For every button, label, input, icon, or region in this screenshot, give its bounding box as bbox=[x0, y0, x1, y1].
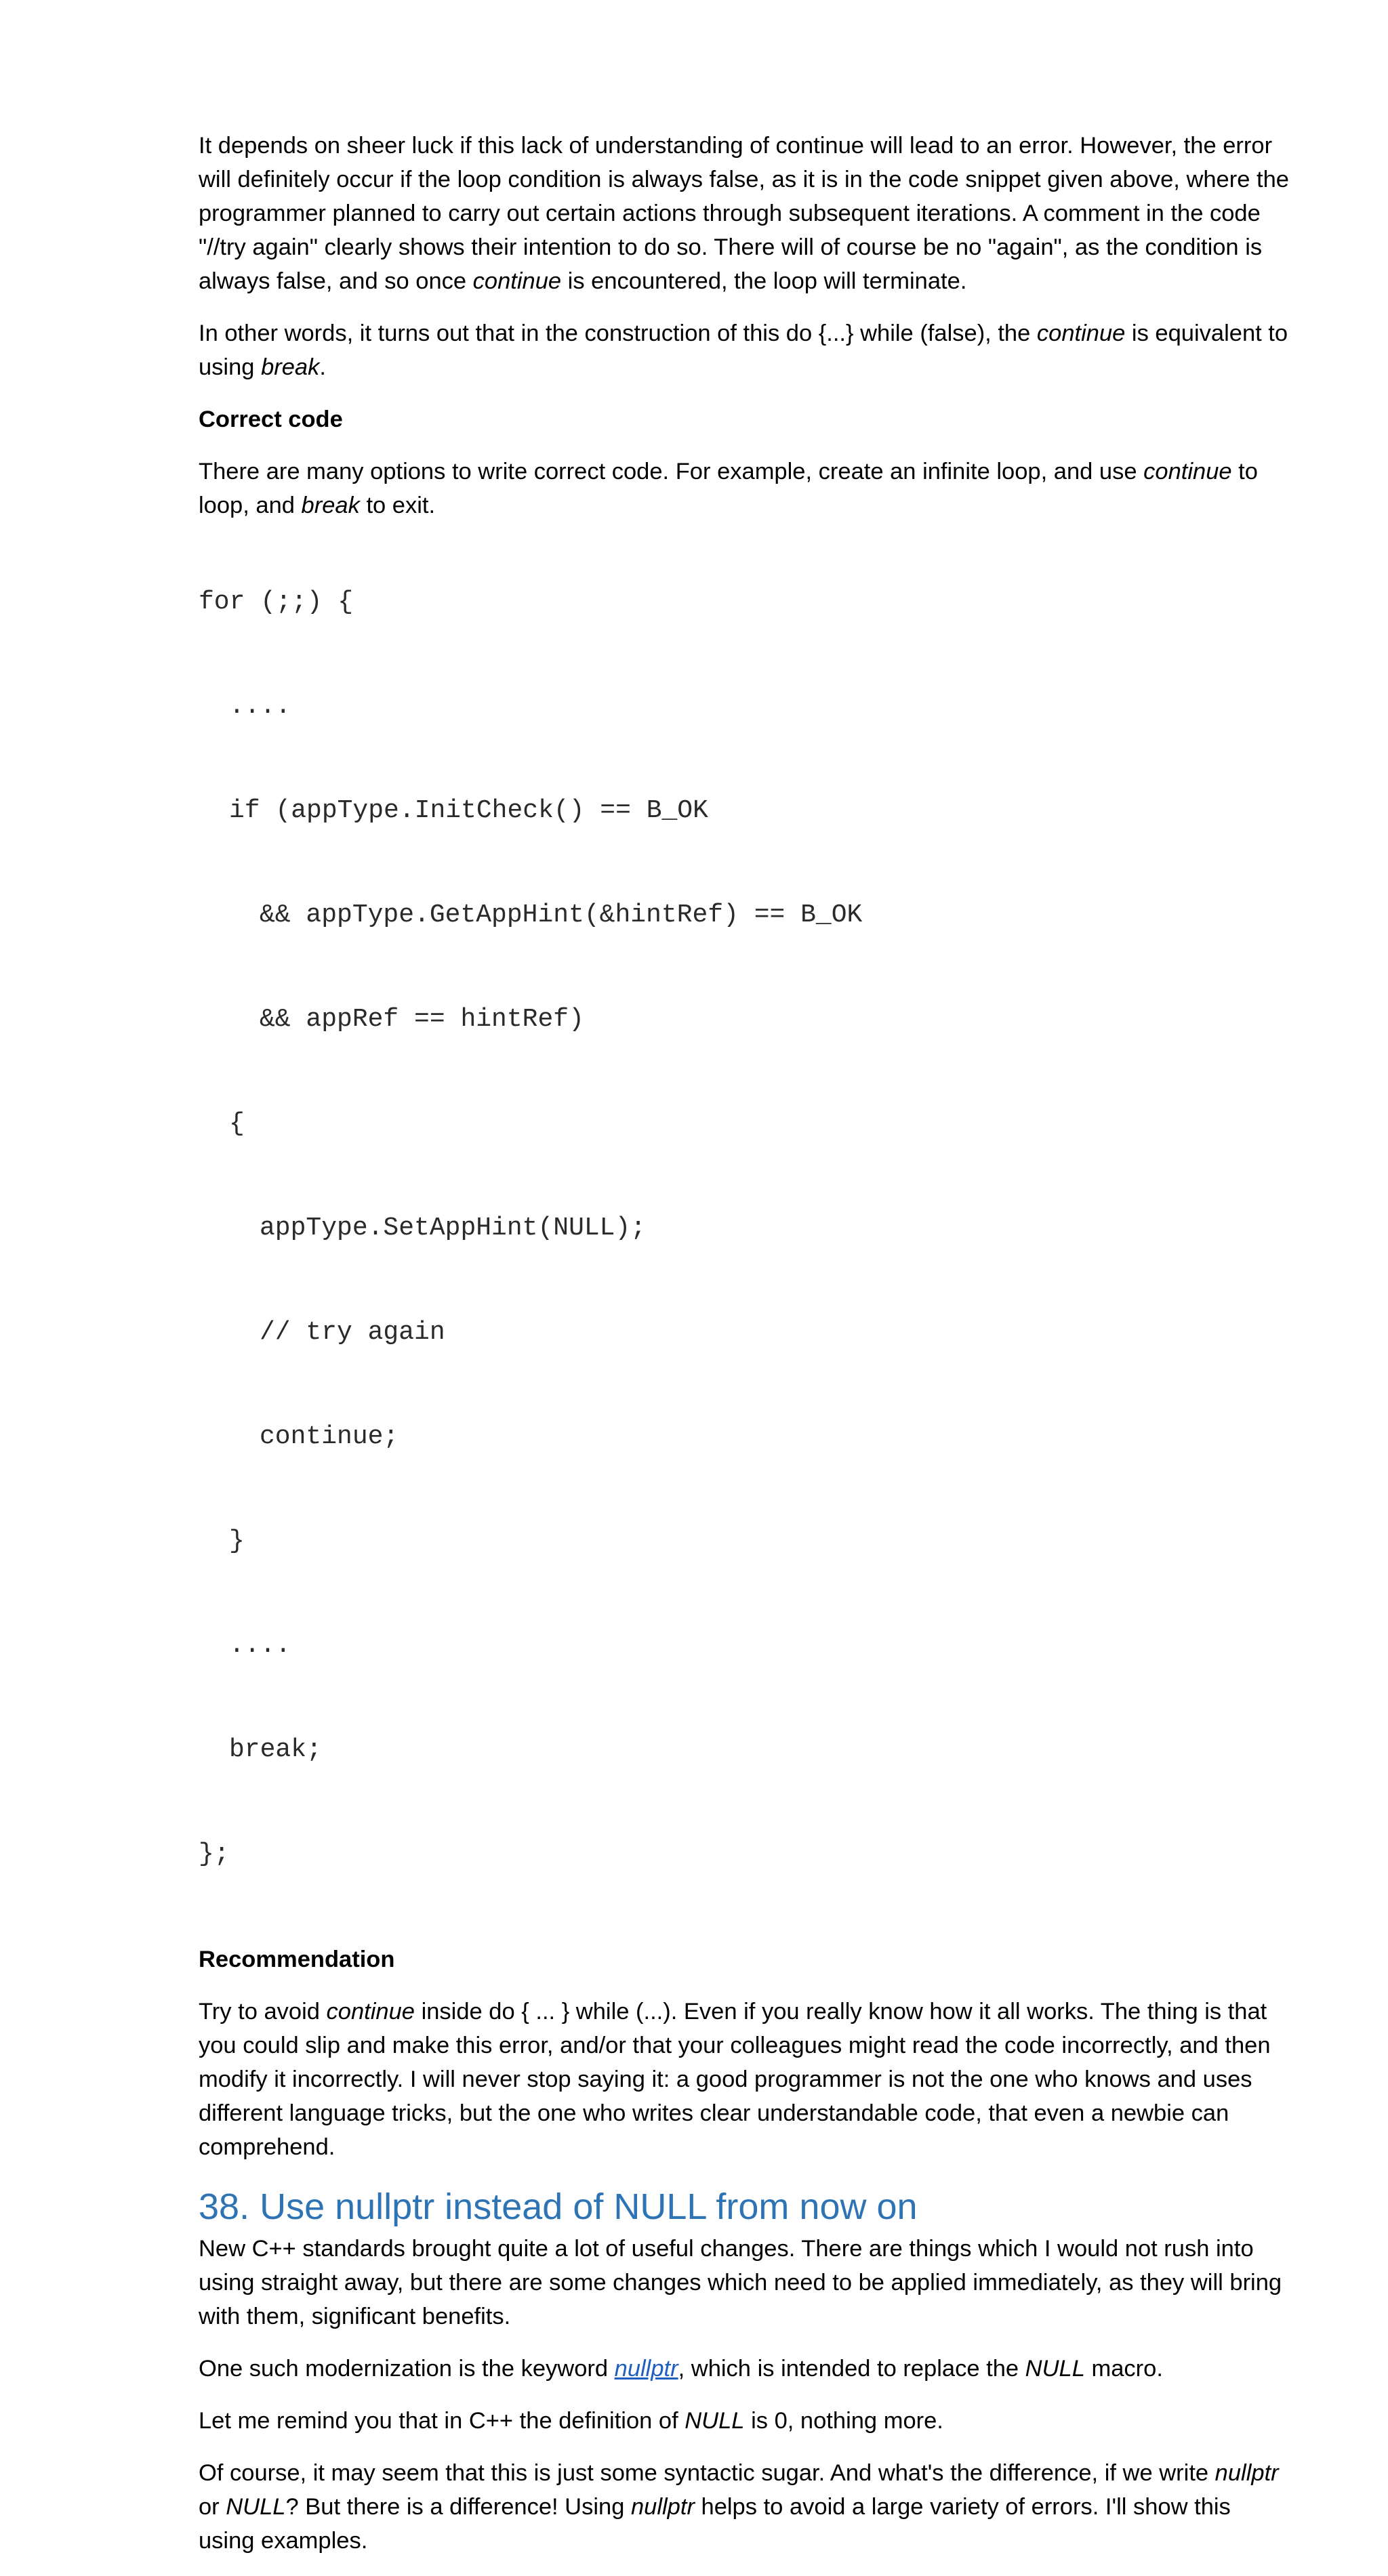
paragraph-luck: It depends on sheer luck if this lack of understanding of continue will lead to an error. However, the error will definitely occur if the loop condition is always false, as it is in the code snippet given above, where the programmer planned to carry out certain actions through subsequent iterations. A comment in the code "//try again" clearly shows their intention to do so. There will of course be no "again", as the condition is always false, and so once continue is encountered, the loop will terminate. bbox=[199, 133, 1289, 294]
code-line: break; bbox=[229, 1735, 322, 1764]
keyword-continue: continue bbox=[1036, 320, 1126, 346]
code-line: && appRef == hintRef) bbox=[260, 1005, 584, 1034]
code-line: } bbox=[229, 1526, 245, 1556]
keyword-continue: continue bbox=[472, 268, 562, 294]
keyword-continue: continue bbox=[326, 1999, 415, 2024]
code-line: if (appType.InitCheck() == B_OK bbox=[229, 796, 708, 825]
code-line: }; bbox=[199, 1840, 230, 1869]
code-line: continue; bbox=[260, 1422, 399, 1451]
paragraph-new-standards: New C++ standards brought quite a lot of useful changes. There are things which I would not rush into using straight away, but there are some changes which need to be applied immediately, as they will bring with them, significant benefits. bbox=[199, 2236, 1282, 2329]
code-line: && appType.GetAppHint(&hintRef) == B_OK bbox=[260, 900, 863, 930]
code-line: .... bbox=[229, 1631, 291, 1660]
paragraph-modernization: One such modernization is the keyword nullptr, which is intended to replace the NULL macro. bbox=[199, 2356, 1163, 2382]
paragraph-syntactic-sugar: Of course, it may seem that this is just some syntactic sugar. And what's the difference, if we write nullptr or NULL? But there is a difference! Using nullptr helps to avoid a large variety of errors. I'll show this using examples. bbox=[199, 2460, 1279, 2554]
keyword-null: NULL bbox=[685, 2408, 745, 2434]
keyword-break: break bbox=[301, 493, 360, 518]
keyword-nullptr: nullptr bbox=[1214, 2460, 1279, 2486]
document-page bbox=[199, 129, 1290, 2576]
code-line: .... bbox=[229, 692, 291, 721]
code-block bbox=[199, 535, 1290, 1943]
section-title: 38. Use nullptr instead of NULL from now on bbox=[199, 2186, 918, 2227]
paragraph-recommendation: Try to avoid continue inside do { ... } while (...). Even if you really know how it all works. The thing is that you could slip and make this error, and/or that your colleagues might read the code incorrectly, and then modify it incorrectly. I will never stop saying it: a good programmer is not the one who knows and uses different language tricks, but the one who writes clear understandable code, that even a newbie can comprehend. bbox=[199, 1999, 1271, 2160]
keyword-nullptr: nullptr bbox=[630, 2494, 695, 2520]
code-line: for (;;) { bbox=[199, 587, 354, 617]
paragraph-remind: Let me remind you that in C++ the definition of NULL is 0, nothing more. bbox=[199, 2408, 943, 2434]
keyword-null: NULL bbox=[1025, 2356, 1085, 2382]
paragraph-options: There are many options to write correct code. For example, create an infinite loop, and use continue to loop, and break to exit. bbox=[199, 459, 1258, 518]
recommendation-heading: Recommendation bbox=[199, 1947, 395, 1972]
code-line: // try again bbox=[260, 1318, 445, 1347]
keyword-null: NULL bbox=[226, 2494, 286, 2520]
keyword-break: break bbox=[261, 354, 320, 380]
nullptr-link[interactable]: nullptr bbox=[614, 2356, 678, 2382]
keyword-continue: continue bbox=[1143, 459, 1232, 484]
correct-code-heading: Correct code bbox=[199, 407, 343, 432]
code-line: { bbox=[229, 1109, 245, 1138]
paragraph-other-words: In other words, it turns out that in the construction of this do {...} while (false), the continue is equivalent to using break. bbox=[199, 320, 1288, 380]
code-line: appType.SetAppHint(NULL); bbox=[260, 1213, 647, 1243]
